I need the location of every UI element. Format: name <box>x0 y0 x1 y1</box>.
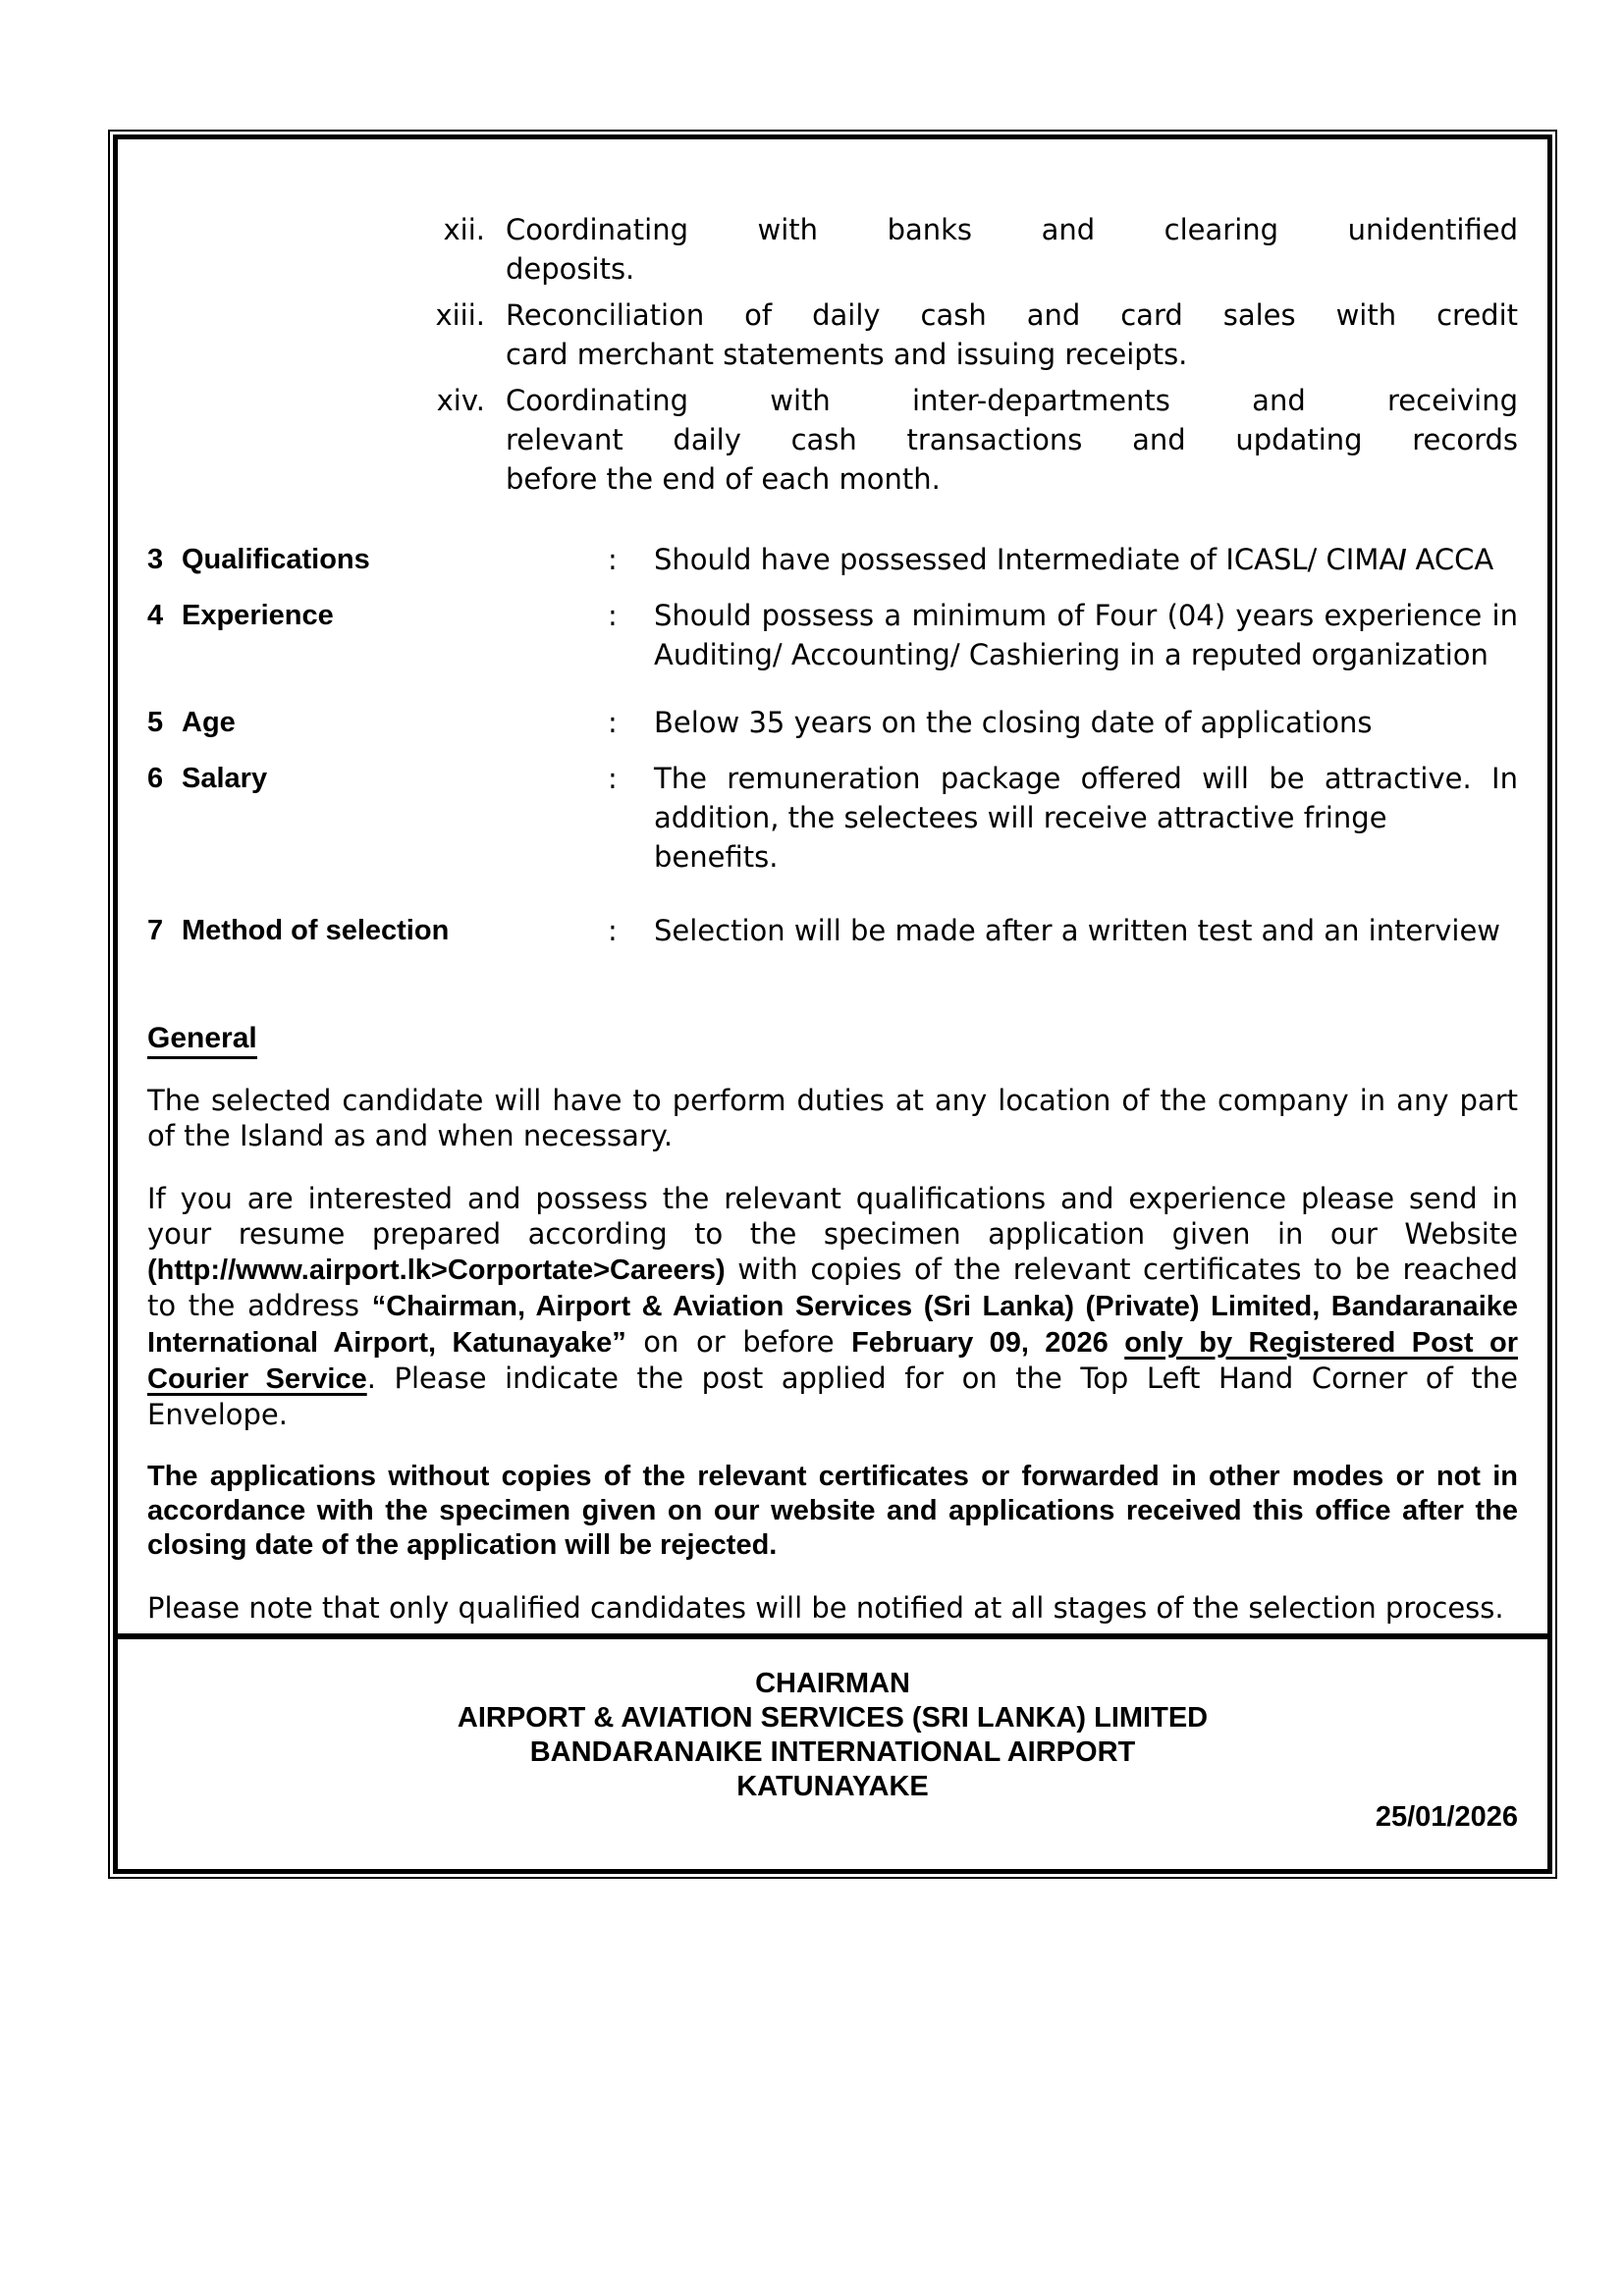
attribute-colon: : <box>608 914 618 947</box>
attribute-label <box>147 540 608 580</box>
attribute-rows <box>147 540 1518 950</box>
text-line <box>654 759 1518 798</box>
text-line <box>506 295 1518 335</box>
text-segment: Coordinating with banks and clearing unidentified <box>506 213 1518 246</box>
document-frame-inner <box>113 134 1552 1874</box>
attribute-label <box>147 759 608 877</box>
footer-line: KATUNAYAKE <box>736 1771 929 1802</box>
general-heading-text: General <box>147 1022 257 1059</box>
footer-box <box>118 1633 1547 1869</box>
attribute-value <box>654 759 1518 877</box>
text-line <box>654 596 1518 635</box>
attribute-label <box>147 911 608 950</box>
footer-line: BANDARANAIKE INTERNATIONAL AIRPORT <box>529 1736 1136 1768</box>
text-segment: relevant daily cash transactions and updating records <box>506 423 1518 456</box>
document-body <box>118 139 1547 1633</box>
general-heading <box>147 1021 1518 1055</box>
footer-line: CHAIRMAN <box>755 1668 910 1699</box>
text-segment: Below 35 years on the closing date of applications <box>654 706 1373 739</box>
attribute-label-text: Qualifications <box>182 544 370 575</box>
text-segment: (http://www.airport.lk>Corportate>Careers) <box>147 1255 726 1286</box>
text-segment: ACCA <box>1406 543 1494 576</box>
text-segment: February 09, 2026 <box>851 1327 1125 1359</box>
attribute-label-text: Age <box>182 707 236 738</box>
text-segment: before the end of each month. <box>506 462 941 496</box>
text-line <box>506 249 1518 289</box>
text-segment: with copies of the relevant certificates to be reached to the address <box>147 1253 1518 1322</box>
text-line <box>654 635 1518 674</box>
text-segment: “Chairman, Airport & Aviation Services (Sri Lanka) (Private) Limited, Bandaranaike International Airport, Katunayake” <box>147 1291 1519 1359</box>
text-line <box>506 459 1518 499</box>
attribute-label-text: Experience <box>182 600 334 631</box>
rejection-paragraph <box>147 1460 1518 1563</box>
attribute-value <box>654 596 1518 674</box>
duty-list-item <box>418 381 1518 499</box>
duty-item-numeral: xiv. <box>436 384 485 417</box>
text-line <box>506 335 1518 374</box>
attribute-number: 3 <box>147 544 164 575</box>
attribute-colon: : <box>608 762 618 795</box>
footer-line: AIRPORT & AVIATION SERVICES (SRI LANKA) LIMITED <box>457 1702 1209 1734</box>
text-segment: Should have possessed Intermediate of ICASL/ CIMA <box>654 543 1399 576</box>
attribute-row <box>147 596 1518 674</box>
text-segment: on or before <box>625 1325 852 1359</box>
text-line <box>654 911 1518 950</box>
duty-item-text <box>506 210 1518 289</box>
attribute-value <box>654 703 1518 742</box>
duty-list-item <box>418 295 1518 374</box>
text-line <box>506 210 1518 249</box>
application-paragraph <box>147 1181 1518 1432</box>
attribute-label <box>147 703 608 742</box>
text-segment: deposits. <box>506 252 635 286</box>
text-line <box>506 381 1518 420</box>
text-segment: Auditing/ Accounting/ Cashiering in a reputed organization <box>654 638 1489 671</box>
text-line <box>654 703 1518 742</box>
text-segment: Reconciliation of daily cash and card sales with credit <box>506 298 1518 332</box>
attribute-label-text: Salary <box>182 763 268 794</box>
document-frame <box>108 130 1557 1879</box>
text-segment: . Please indicate the post applied for on the Top Left Hand Corner of the Envelope. <box>147 1362 1518 1431</box>
paragraphs <box>147 1083 1518 1626</box>
attribute-row <box>147 911 1518 950</box>
text-segment: addition, the selectees will receive attractive fringe benefits. <box>654 801 1387 874</box>
text-segment: Should possess a minimum of Four (04) years experience in <box>654 599 1518 632</box>
duties-paragraph <box>147 1083 1518 1153</box>
attribute-number: 4 <box>147 600 164 631</box>
duty-item-text <box>506 381 1518 499</box>
attribute-row <box>147 759 1518 877</box>
text-segment: Please note that only qualified candidates will be notified at all stages of the selection process. <box>147 1591 1504 1625</box>
text-segment: If you are interested and possess the relevant qualifications and experience please send in your resume prepared according to the specimen application given in our Website <box>147 1182 1518 1251</box>
text-line <box>654 798 1518 877</box>
attribute-number: 7 <box>147 915 164 946</box>
text-segment: The remuneration package offered will be attractive. In <box>654 762 1518 795</box>
footer-date: 25/01/2026 <box>1375 1801 1518 1833</box>
text-segment: Coordinating with inter-departments and receiving <box>506 384 1518 417</box>
attribute-label <box>147 596 608 674</box>
attribute-row <box>147 703 1518 742</box>
duty-item-numeral: xii. <box>443 213 485 246</box>
attribute-number: 6 <box>147 763 164 794</box>
duty-list-item <box>418 210 1518 289</box>
attribute-value <box>654 911 1518 950</box>
text-segment: / <box>1398 545 1407 576</box>
text-segment: The applications without copies of the relevant certificates or forwarded in other modes or not in accordance with the specimen given on our website and applications received this office after the closing date of the application will be rejected. <box>147 1461 1518 1561</box>
text-line <box>654 540 1518 580</box>
attribute-colon: : <box>608 599 618 632</box>
text-segment: card merchant statements and issuing receipts. <box>506 338 1188 371</box>
attribute-label-text: Method of selection <box>182 915 450 946</box>
text-line <box>506 420 1518 459</box>
attribute-number: 5 <box>147 707 164 738</box>
duty-item-text <box>506 295 1518 374</box>
duty-list <box>418 210 1518 499</box>
attribute-colon: : <box>608 543 618 576</box>
attribute-row <box>147 540 1518 580</box>
attribute-value <box>654 540 1518 580</box>
text-segment: Selection will be made after a written test and an interview <box>654 914 1501 947</box>
duty-item-numeral: xiii. <box>435 298 485 332</box>
footer-address-block <box>118 1667 1547 1804</box>
notification-paragraph <box>147 1590 1518 1626</box>
attribute-colon: : <box>608 706 618 739</box>
text-segment: only by Registered Post or Courier Service <box>147 1327 1518 1395</box>
text-segment: The selected candidate will have to perform duties at any location of the company in any part of the Island as and when necessary. <box>147 1084 1518 1152</box>
